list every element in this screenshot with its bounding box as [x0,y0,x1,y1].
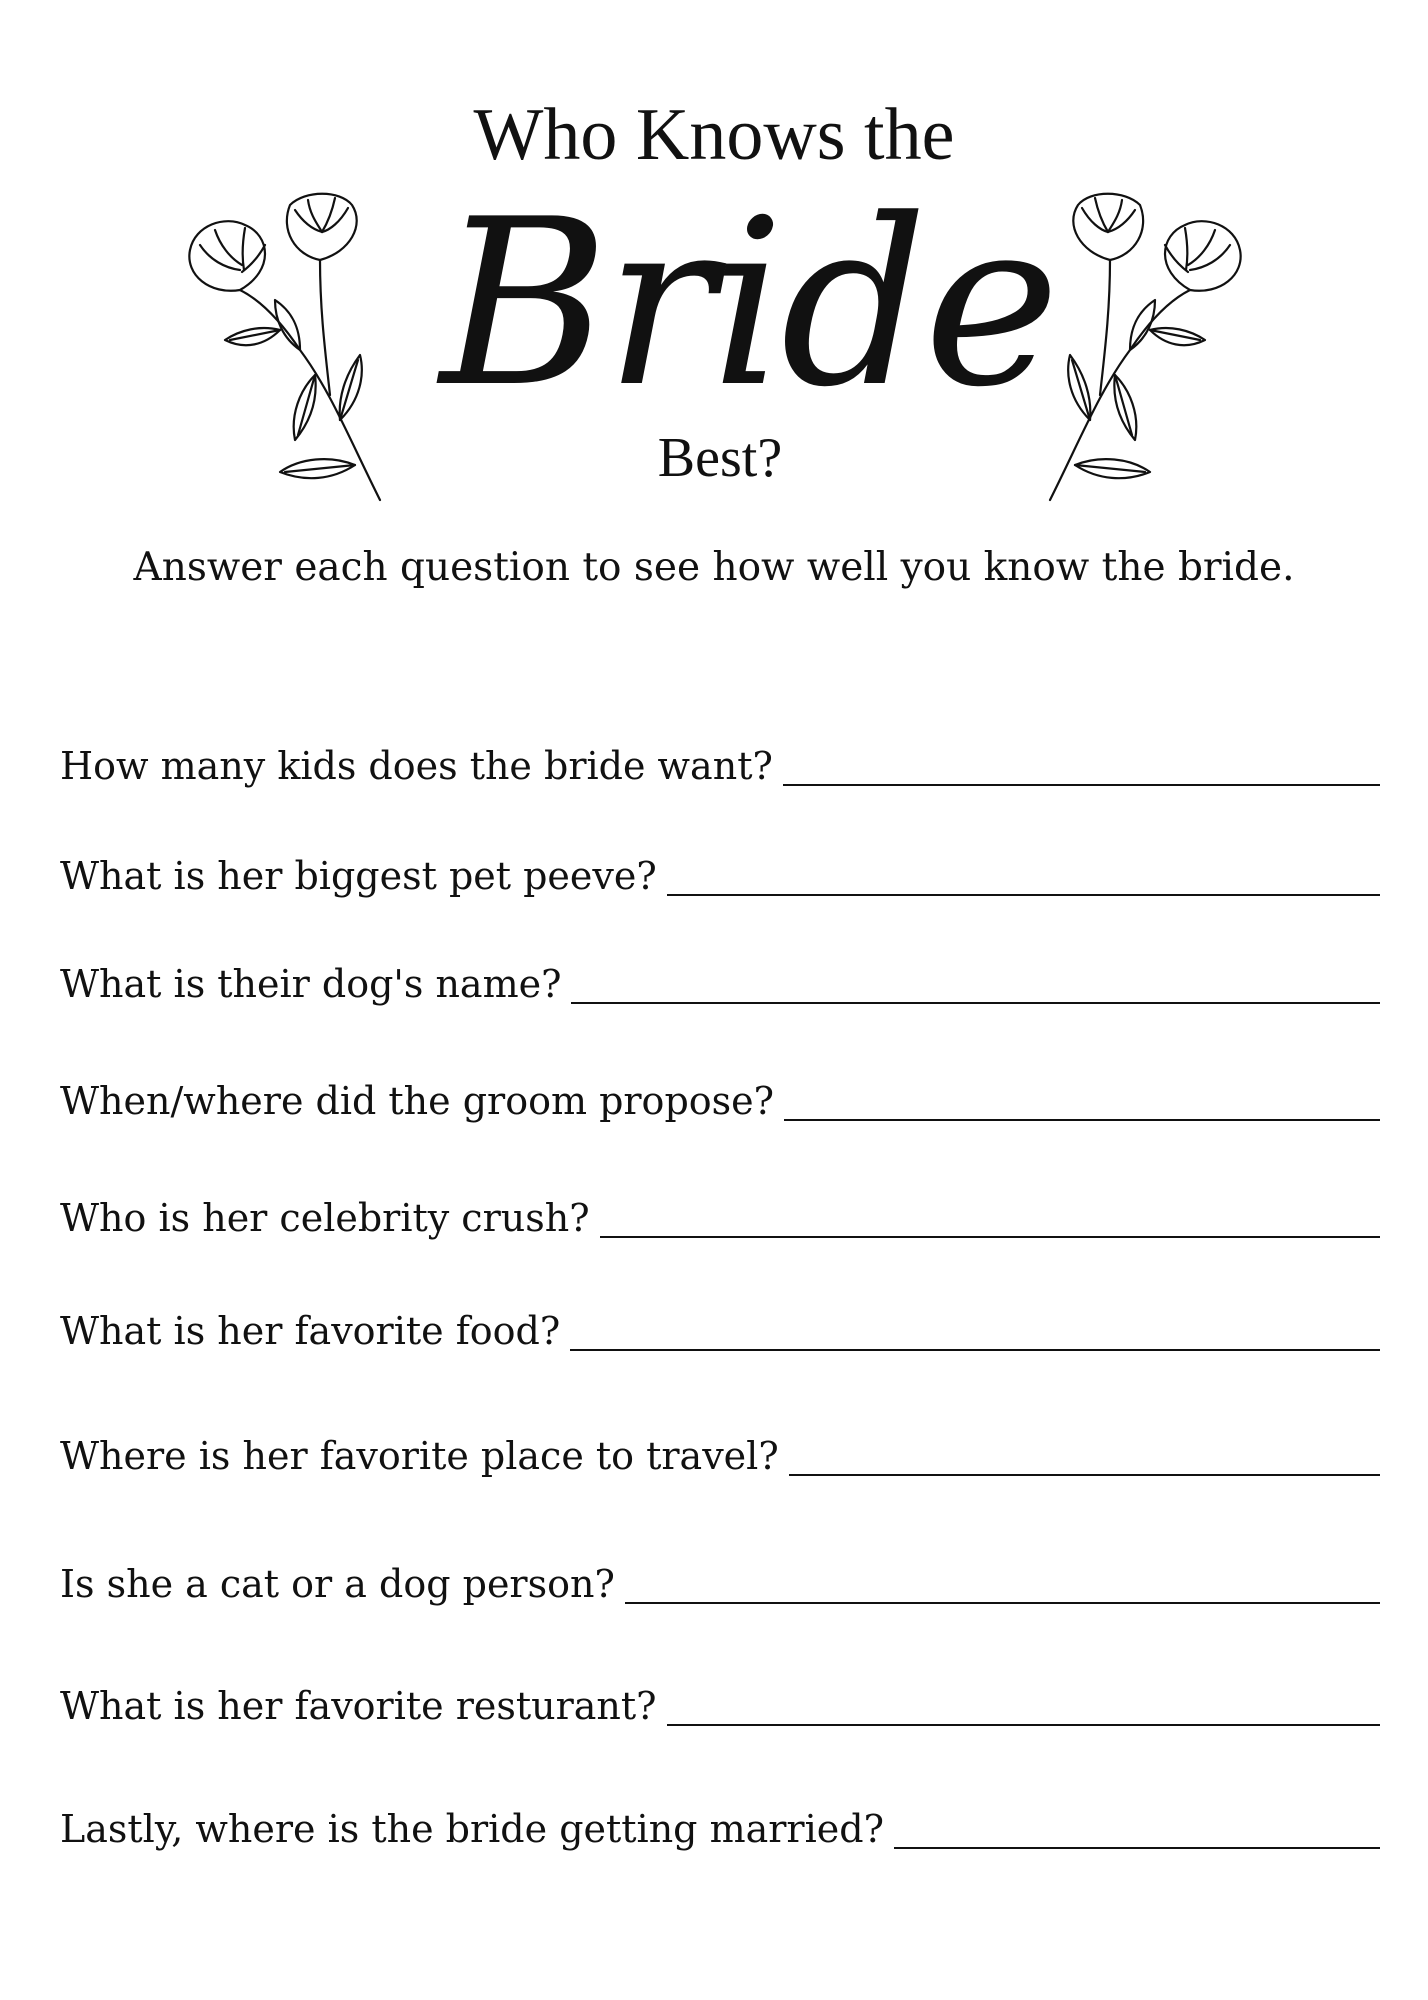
question-row [60,1065,1380,1125]
answer-line[interactable] [894,1847,1380,1849]
question-row [60,948,1380,1008]
instructions: Answer each question to see how well you know the bride. [133,545,1295,590]
answer-line[interactable] [625,1602,1380,1604]
question-text: When/where did the groom propose? [60,1079,775,1124]
question-text: What is her biggest pet peeve? [60,854,657,899]
title-top: Who Knows the [473,94,955,176]
answer-line[interactable] [571,1002,1380,1004]
answer-line[interactable] [789,1474,1380,1476]
question-text: What is her favorite resturant? [60,1684,657,1729]
answer-line[interactable] [783,784,1380,786]
title-bottom: Best? [657,427,783,489]
question-text: What is her favorite food? [60,1309,561,1354]
question-row [60,1670,1380,1730]
question-text: Where is her favorite place to travel? [60,1434,779,1479]
answer-line[interactable] [570,1349,1380,1351]
answer-line[interactable] [667,894,1380,896]
question-text: Is she a cat or a dog person? [60,1562,615,1607]
question-row [60,1182,1380,1242]
question-row [60,730,1380,790]
question-row [60,840,1380,900]
question-row [60,1793,1380,1853]
question-row [60,1420,1380,1480]
question-row [60,1548,1380,1608]
rose-branch-icon [180,190,400,510]
question-row [60,1295,1380,1355]
answer-line[interactable] [667,1724,1380,1726]
question-text: Who is her celebrity crush? [60,1196,590,1241]
title-script: Bride [440,171,1056,438]
question-text: How many kids does the bride want? [60,744,773,789]
answer-line[interactable] [600,1236,1380,1238]
question-text: What is their dog's name? [60,962,562,1007]
answer-line[interactable] [784,1119,1380,1121]
question-text: Lastly, where is the bride getting married? [60,1807,884,1852]
rose-branch-icon [1030,190,1250,510]
